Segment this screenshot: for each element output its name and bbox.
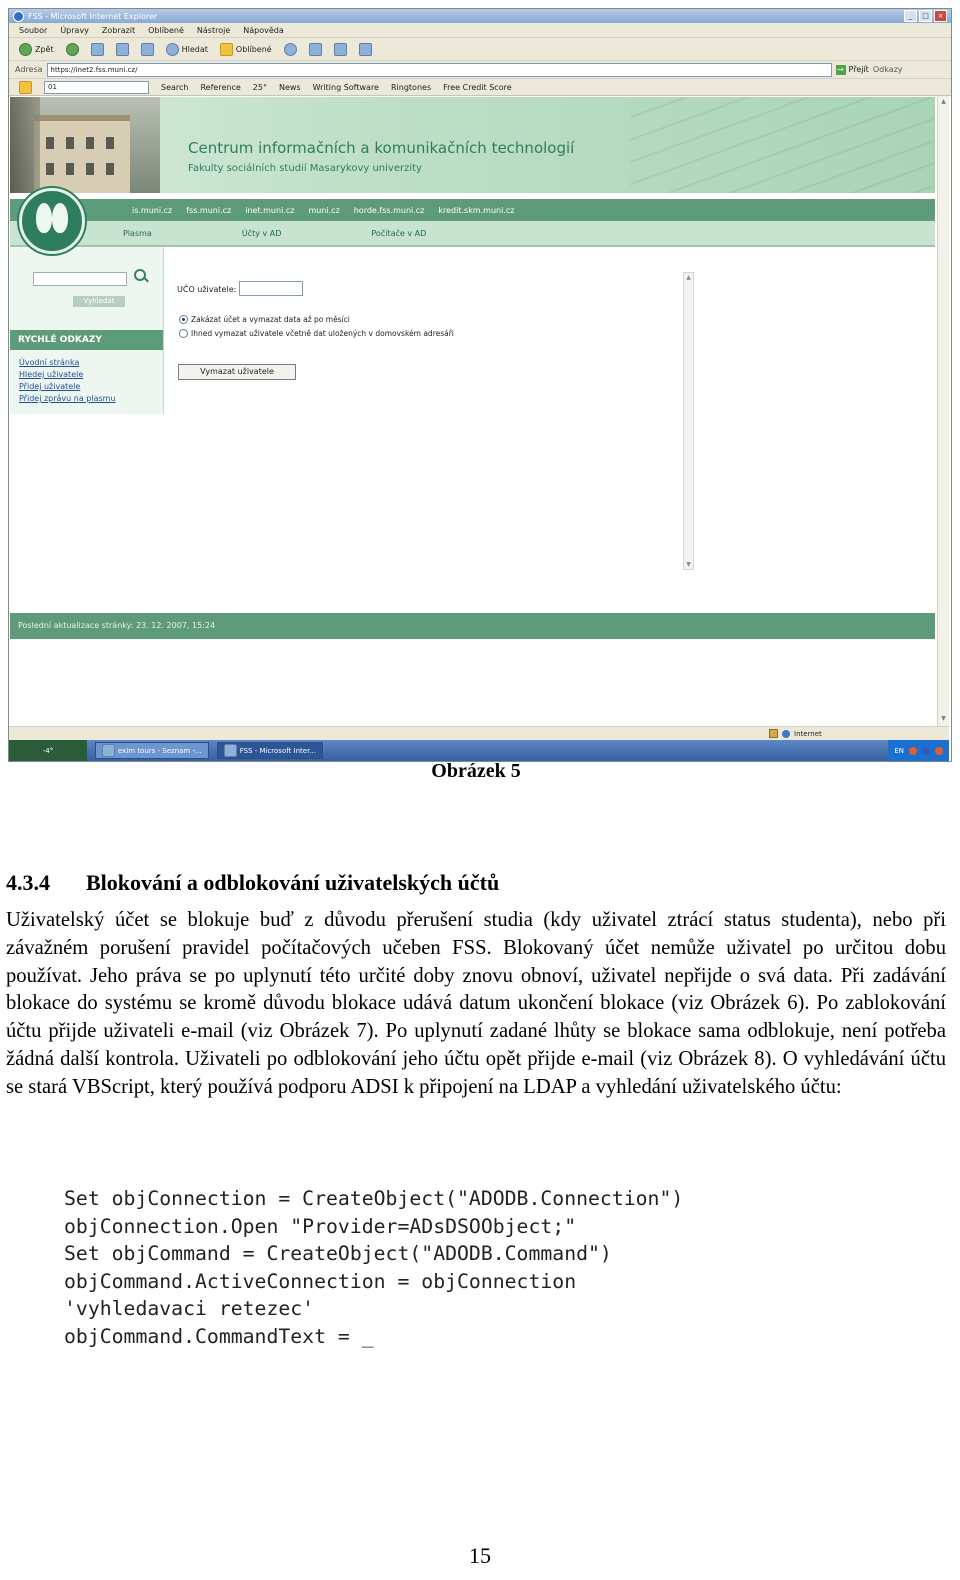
sub-navigation [10, 221, 935, 245]
site-title: Centrum informačních a komunikačních technologií [188, 139, 575, 157]
temperature: -4° [42, 746, 54, 755]
windows-taskbar [9, 740, 949, 761]
nav-ad-computers[interactable]: Počítače v AD [371, 228, 427, 238]
system-tray [888, 740, 949, 761]
weather-widget[interactable] [9, 740, 87, 761]
tray-icon[interactable] [935, 747, 943, 755]
body-paragraph: Uživatelský účet se blokuje buď z důvodu přerušení studia (kdy uživatel ztrácí status studenta), nebo při závažném porušení pravidel počítačových učeben FSS. Blokovaný účet nemůže uživatel po určitou dobu používat. Jeho práva se po uplynutí této určité doby znovu obnoví, uživatel nepřijde o svá data. Při zadávání blokace do systému se kromě důvodu blokace udává datum ukončení blokace (viz Obrázek 6). Po zablokování účtu přijde uživateli e-mail (viz Obrázek 7). Po uplynutí zadané lhůty se blokace sama odblokuje, není potřeba žádná další kontrola. Uživateli po odblokování jeho účtu opět přijde e-mail (viz Obrázek 8). O vyhledávání účtu se stará VBScript, který používá podporu ADSI k připojení na LDAP a vyhledání uživatelského účtu: [6, 909, 946, 1098]
page-viewport [9, 96, 949, 726]
link-muni[interactable]: muni.cz [308, 205, 340, 215]
link-reference[interactable]: Reference [200, 82, 241, 92]
link-fss-muni[interactable]: fss.muni.cz [186, 205, 232, 215]
search-icon [166, 43, 179, 56]
option-disable-label: Zakázat účet a vymazat data až po měsíci [191, 315, 350, 324]
content-scrollbar[interactable] [683, 272, 694, 570]
link-ringtones[interactable]: Ringtones [390, 82, 432, 92]
site-search-button[interactable]: Vyhledat [73, 296, 125, 307]
uco-label: UČO uživatele: [177, 285, 237, 294]
last-update-footer: Poslední aktualizace stránky: 23. 12. 2007, 15:24 [10, 613, 935, 639]
links-label[interactable]: Odkazy [872, 65, 903, 74]
section-title: Blokování a odblokování uživatelských účtů [86, 870, 500, 895]
top-links-bar [10, 199, 935, 221]
links-toolbar [9, 79, 951, 96]
quick-link-add-plasma-message[interactable]: Přidej zprávu na plasmu [19, 394, 116, 403]
quick-links-heading: RYCHLÉ ODKAZY [10, 330, 163, 350]
links-input[interactable]: 01 [44, 81, 149, 94]
address-bar [9, 61, 951, 79]
faculty-logo [19, 188, 85, 254]
quick-link-find-user[interactable]: Hledej uživatele [19, 370, 84, 379]
code-line: objConnection.Open "Provider=ADsDSOObject;" [64, 1214, 577, 1238]
ie-logo-icon [13, 11, 24, 22]
history-icon[interactable] [284, 43, 297, 56]
code-block [64, 1185, 683, 1351]
title-bar [9, 9, 951, 23]
toolbar [9, 38, 951, 61]
link-horde[interactable]: horde.fss.muni.cz [353, 205, 425, 215]
zone-label: Internet [794, 729, 822, 738]
address-label: Adresa [15, 65, 43, 74]
magnifier-icon[interactable] [134, 269, 146, 281]
stop-icon[interactable] [91, 43, 104, 56]
code-line: objCommand.ActiveConnection = objConnection [64, 1269, 577, 1293]
back-arrow-icon [19, 43, 32, 56]
task-seznam[interactable] [95, 742, 209, 759]
task-seznam-label: exim tours - Seznam -... [118, 746, 202, 755]
address-input[interactable]: https://inet2.fss.muni.cz/ [47, 63, 832, 77]
search-button[interactable] [166, 43, 208, 56]
option-delete-immediately[interactable] [179, 329, 454, 338]
nav-plasma[interactable]: Plasma [123, 228, 152, 238]
scroll-up-icon[interactable]: ▲ [686, 274, 691, 281]
link-free-credit-score[interactable]: Free Credit Score [443, 82, 512, 92]
option-disable-account[interactable] [179, 315, 350, 324]
browser-screenshot [8, 8, 952, 762]
lock-icon [769, 729, 778, 738]
menu-tools[interactable]: Nástroje [196, 25, 231, 35]
weather-sun-icon[interactable] [19, 81, 32, 94]
window-title: FSS - Microsoft Internet Explorer [28, 11, 158, 21]
ie-task-icon [224, 744, 237, 757]
link-inet-muni[interactable]: inet.muni.cz [245, 205, 295, 215]
ie-task-icon [102, 744, 115, 757]
window-scrollbar[interactable] [937, 96, 949, 726]
back-label: Zpět [35, 44, 54, 54]
link-temperature[interactable]: 25° [252, 82, 267, 92]
refresh-icon[interactable] [116, 43, 129, 56]
radio-selected[interactable] [179, 315, 188, 324]
task-fss[interactable] [217, 742, 323, 759]
go-button[interactable] [836, 65, 869, 75]
building-photo [10, 97, 160, 193]
tray-icon[interactable] [922, 747, 930, 755]
edit-icon[interactable] [359, 43, 372, 56]
favorites-label: Oblíbené [235, 44, 272, 54]
maximize-button[interactable]: □ [919, 10, 932, 22]
print-icon[interactable] [334, 43, 347, 56]
option-delete-label: Ihned vymazat uživatele včetně dat uložených v domovském adresáři [191, 329, 454, 338]
task-fss-label: FSS - Microsoft Inter... [239, 746, 316, 755]
code-line: Set objCommand = CreateObject("ADODB.Command") [64, 1242, 612, 1266]
link-is-muni[interactable]: is.muni.cz [132, 205, 173, 215]
figure-caption: Obrázek 5 [431, 760, 521, 782]
link-news[interactable]: News [278, 82, 301, 92]
quick-link-home[interactable]: Úvodní stránka [19, 358, 80, 367]
search-label: Hledat [181, 44, 208, 54]
minimize-button[interactable]: _ [904, 10, 917, 22]
code-line: Set objConnection = CreateObject("ADODB.Connection") [64, 1187, 684, 1210]
menu-bar [9, 23, 951, 38]
site-header-banner [10, 97, 935, 193]
favorites-button[interactable] [220, 43, 272, 56]
internet-zone-icon [782, 730, 790, 738]
link-kredit[interactable]: kredit.skm.muni.cz [438, 205, 515, 215]
go-label: Přejít [848, 65, 869, 74]
menu-file[interactable]: Soubor [19, 25, 48, 35]
code-line: 'vyhledavaci retezec' [64, 1297, 315, 1321]
network-cables-image [630, 97, 935, 193]
star-icon [220, 43, 233, 56]
forward-arrow-icon[interactable] [66, 43, 79, 56]
scroll-down-icon[interactable]: ▼ [686, 561, 691, 568]
link-search[interactable]: Search [161, 82, 189, 92]
code-line: objCommand.CommandText = _ [64, 1324, 374, 1348]
link-writing-software[interactable]: Writing Software [312, 82, 379, 92]
nav-ad-accounts[interactable]: Účty v AD [241, 228, 282, 238]
section-number: 4.3.4 [6, 870, 50, 895]
page-number: 15 [469, 1543, 491, 1568]
close-button[interactable]: × [934, 10, 947, 22]
home-icon[interactable] [141, 43, 154, 56]
go-arrow-icon: → [837, 64, 844, 74]
language-indicator[interactable]: EN [894, 746, 904, 755]
back-button[interactable] [19, 43, 54, 56]
left-sidebar [10, 247, 164, 414]
menu-view[interactable]: Zobrazit [101, 25, 136, 35]
quick-link-add-user[interactable]: Přidej uživatele [19, 382, 81, 391]
radio-unselected[interactable] [179, 329, 188, 338]
site-subtitle: Fakulty sociálních studií Masarykovy univerzity [188, 163, 422, 174]
section-heading [6, 870, 499, 896]
tray-icon[interactable] [909, 747, 917, 755]
uco-input[interactable] [239, 281, 303, 296]
status-bar [9, 726, 949, 741]
menu-help[interactable]: Nápověda [243, 25, 284, 35]
mail-icon[interactable] [309, 43, 322, 56]
quick-links-list [19, 358, 116, 403]
menu-favorites[interactable]: Oblíbené [148, 25, 184, 35]
delete-user-button[interactable]: Vymazat uživatele [178, 364, 296, 380]
menu-edit[interactable]: Úpravy [60, 25, 89, 35]
site-search-input[interactable] [33, 272, 127, 286]
window-scroll-up-icon[interactable]: ▲ [941, 98, 946, 105]
window-scroll-down-icon[interactable]: ▼ [941, 715, 946, 722]
